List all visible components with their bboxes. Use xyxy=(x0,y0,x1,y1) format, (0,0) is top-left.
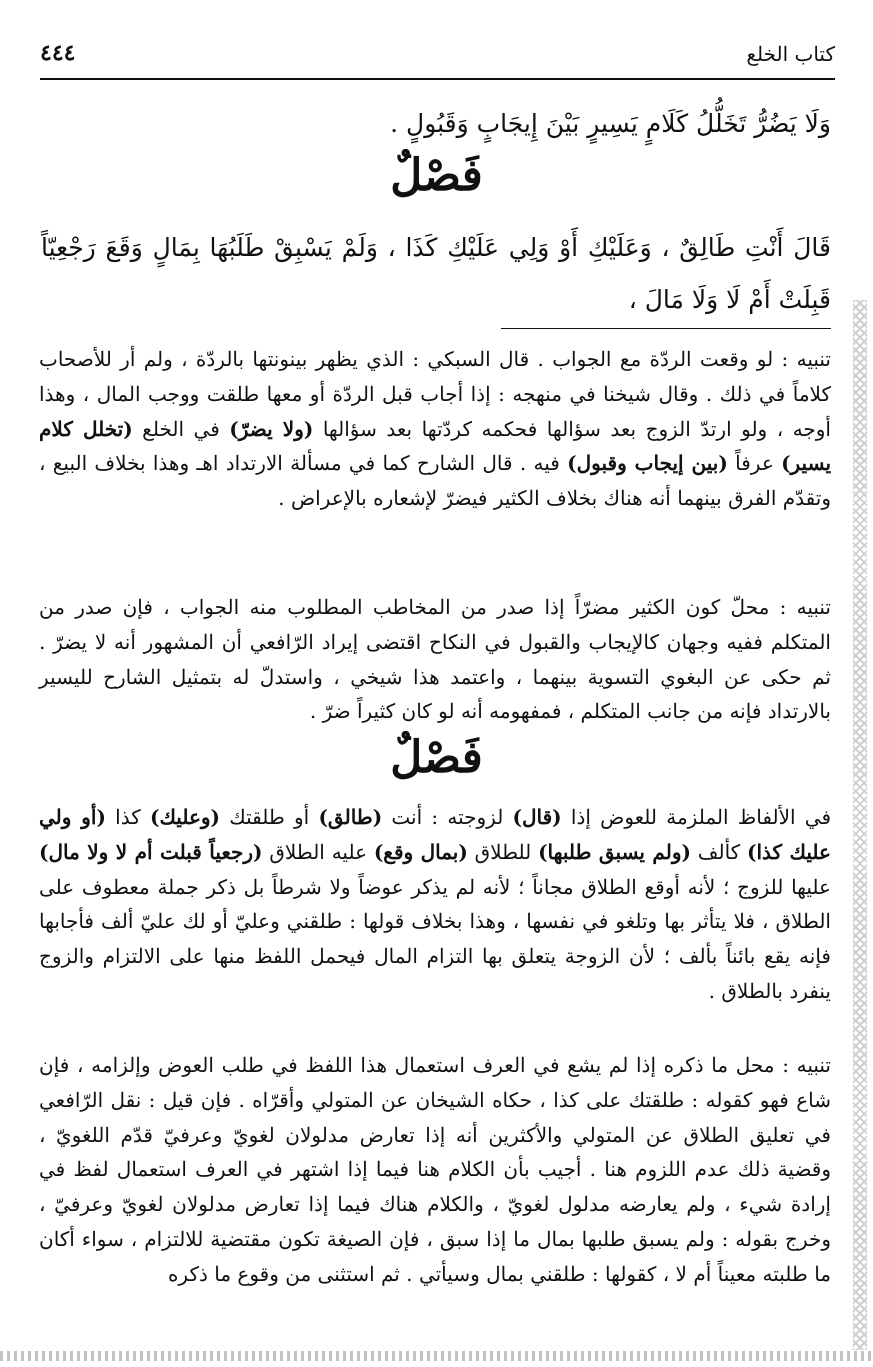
matn-divider xyxy=(501,328,831,329)
decorative-border-bottom xyxy=(0,1351,873,1361)
commentary-note-1: تنبيه : لو وقعت الردّة مع الجواب . قال السبكي : الذي يظهر بينونتها بالردّة ، ولم أر للأصحاب كلاماً في ذلك . وقال شيخنا في منهجه : إذا أجاب قبل الردّة أو معها طلقت ووجب المال ، وهذا أوجه ، ولو ارتدّ الزوج بعد سؤالها فحكمه كردّتها بعد سؤالها (ولا يضرّ) في الخلع (تخلل كلام يسير) عرفاً (بين إيجاب وقبول) فيه . قال الشارح كما في مسألة الارتداد اهـ وهذا بخلاف البيع ، وتقدّم الفرق بينهما أنه هناك بخلاف الكثير فيضرّ لإشعاره بالإعراض . xyxy=(39,347,832,511)
commentary-note-2: تنبيه : محلّ كون الكثير مضرّاً إذا صدر من المخاطب المطلوب منه الجواب ، فإن صدر من المتكلم ففيه وجهان كالإيجاب والقبول في النكاح اقتضى إيراد الرّافعي أن المشهور أنه لا يضرّ . ثم حكى عن البغوي التسوية بينهما ، واعتمد هذا شيخي ، واستدلّ له بتمثيل الشارح لليسير بالارتداد فإنه من جانب المتكلم ، فمفهومه أنه لو كان كثيراً ضرّ . xyxy=(39,595,831,724)
page-number: ٤٤٤ xyxy=(40,40,76,66)
matn-text-top: وَلَا يَضُرُّ تَخَلُّلُ كَلَامٍ يَسِيرٍ بَيْنَ إِيجَابٍ وَقَبُولٍ . xyxy=(390,109,831,138)
decorative-border-right xyxy=(853,300,867,1350)
page-header xyxy=(40,38,835,80)
matn-text-2: قَالَ أَنْتِ طَالِقٌ ، وَعَلَيْكِ أَوْ وَلِي عَلَيْكِ كَذَا ، وَلَمْ يَسْبِقْ طَلَبُهَا بِمَالٍ وَقَعَ رَجْعِيّاً قَبِلَتْ أَمْ لَا وَلَا مَالَ ، xyxy=(41,233,831,314)
section-heading: فَصْلٌ xyxy=(390,150,483,201)
commentary-body: في الألفاظ الملزمة للعوض إذا (قال) لزوجته : أنت (طالق) أو طلقتك (وعليك) كذا (أو ولي عليك كذا) كألف (ولم يسبق طلبها) للطلاق (بمال وقع) عليه الطلاق (رجعياً قبلت أم لا ولا مال) عليها للزوج ؛ لأنه أوقع الطلاق مجاناً ؛ لأنه لم يذكر عوضاً ولا شرطاً بل ذكر جملة معطوف على الطلاق ، فلا يتأثر بها وتلغو في نفسها ، وهذا بخلاف قولها : طلقني وعليّ أو لك عليّ ألف فأجابها فإنه يقع بائناً بألف ؛ لأن الزوجة يتعلق بها التزام المال فيحمل اللفظ منها على الالتزام والزوج ينفرد بالطلاق . xyxy=(39,805,832,1003)
commentary-note-3: تنبيه : محل ما ذكره إذا لم يشع في العرف استعمال هذا اللفظ في طلب العوض وإلزامه ، فإن شاع فهو كقوله : طلقتك على كذا ، حكاه الشيخان عن المتولي وأقرّاه . فإن قيل : نقل الرّافعي في تعليق الطلاق عن المتولي والأكثرين أنه إذا تعارض مدلولان لغويّ وعرفيّ قدّم اللغويّ ، وقضية ذلك عدم اللزوم هنا . أجيب بأن الكلام هنا فيما إذا اشتهر في العرف استعمال لفظ في إرادة شيء ، ولم يعارضه مدلول لغويّ ، والكلام هناك فيما إذا تعارض مدلولان لغويّ وعرفيّ ، وخرج بقوله : ولم يسبق طلبها بمال ما إذا سبق ، فإن الصيغة تكون مقتضية للالتزام ، سواء أكان ما طلبته معيناً أم لا ، كقولها : طلقني بمال وسيأتي . ثم استثنى من وقوع ما ذكره xyxy=(39,1053,831,1286)
section-heading-2: فَصْلٌ xyxy=(390,732,483,783)
book-title: كتاب الخلع xyxy=(746,42,835,66)
